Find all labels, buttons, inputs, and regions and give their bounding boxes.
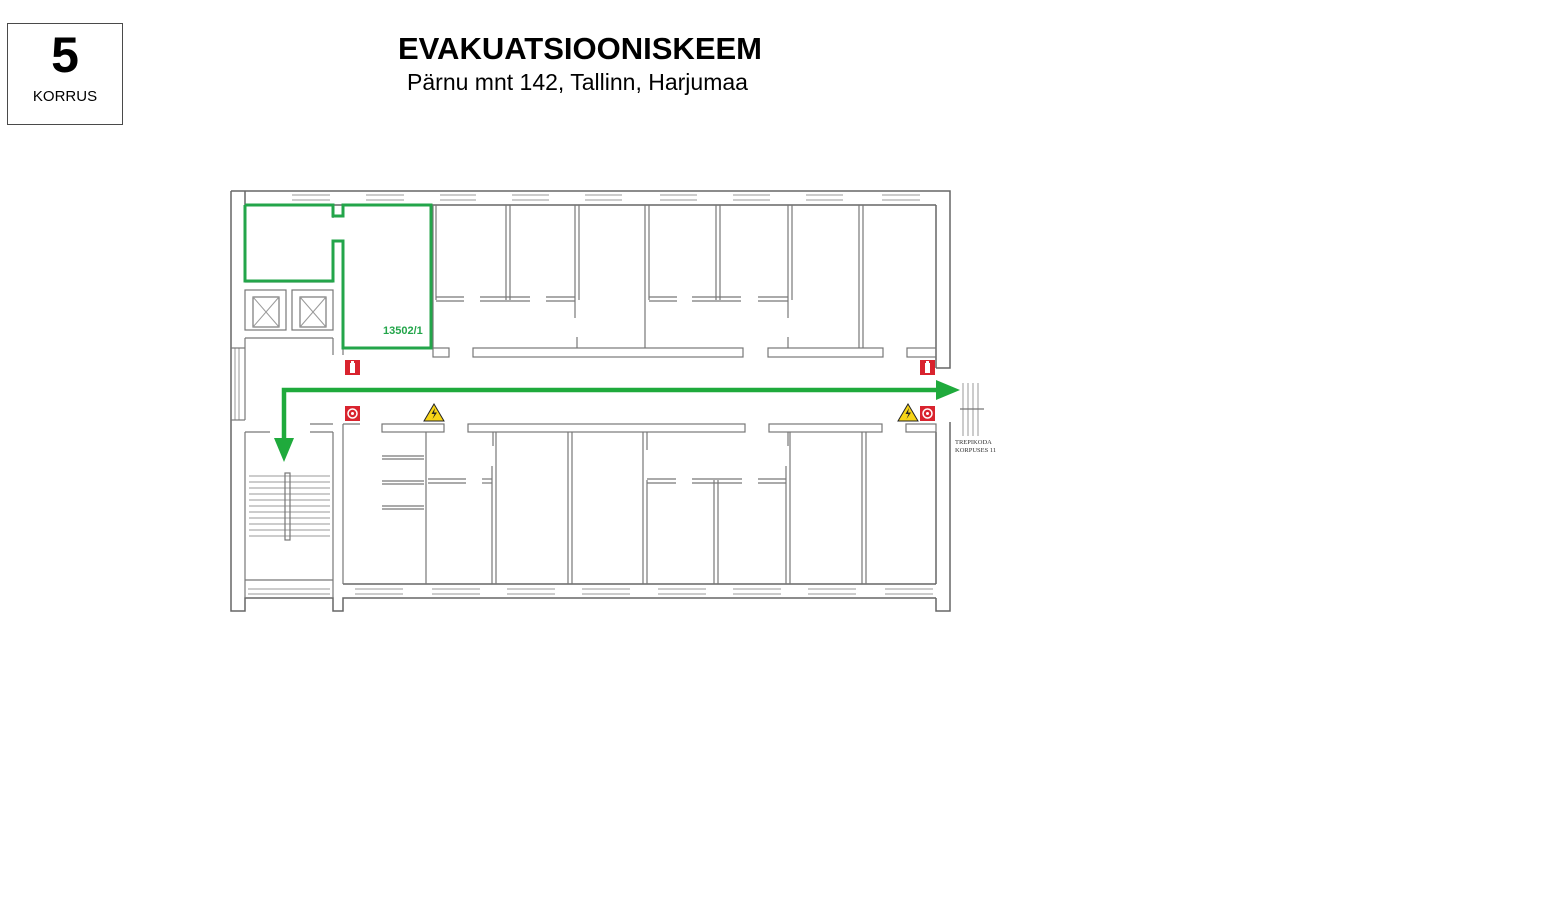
route-arrow-right-icon	[936, 380, 960, 400]
route-arrow-down-icon	[274, 438, 294, 462]
page-address: Pärnu mnt 142, Tallinn, Harjumaa	[407, 69, 748, 95]
electrical-hazard-icon	[898, 404, 918, 421]
upper-partitions	[433, 205, 936, 357]
electrical-hazard-icon	[424, 404, 444, 421]
stairwell	[245, 424, 360, 598]
page-title: EVAKUATSIOONISKEEM	[398, 31, 762, 66]
exit-to-stairwell	[950, 368, 984, 436]
stairwell-note-line1: TREPIKODA	[955, 439, 992, 446]
floor-label: KORRUS	[32, 88, 98, 105]
fire-alarm-icon	[920, 406, 935, 421]
fire-extinguisher-icon	[345, 360, 360, 375]
room-number: 13502/1	[383, 325, 423, 337]
windows-bottom	[248, 589, 933, 594]
evacuation-route	[284, 390, 936, 442]
lower-partitions	[382, 424, 936, 584]
stairwell-note-line2: KORPUSES 11	[955, 447, 997, 454]
windows-top	[292, 195, 920, 200]
floor-number: 5	[51, 27, 79, 83]
outer-walls	[231, 191, 950, 611]
fire-extinguisher-icon	[920, 360, 935, 375]
fire-alarm-icon	[345, 406, 360, 421]
